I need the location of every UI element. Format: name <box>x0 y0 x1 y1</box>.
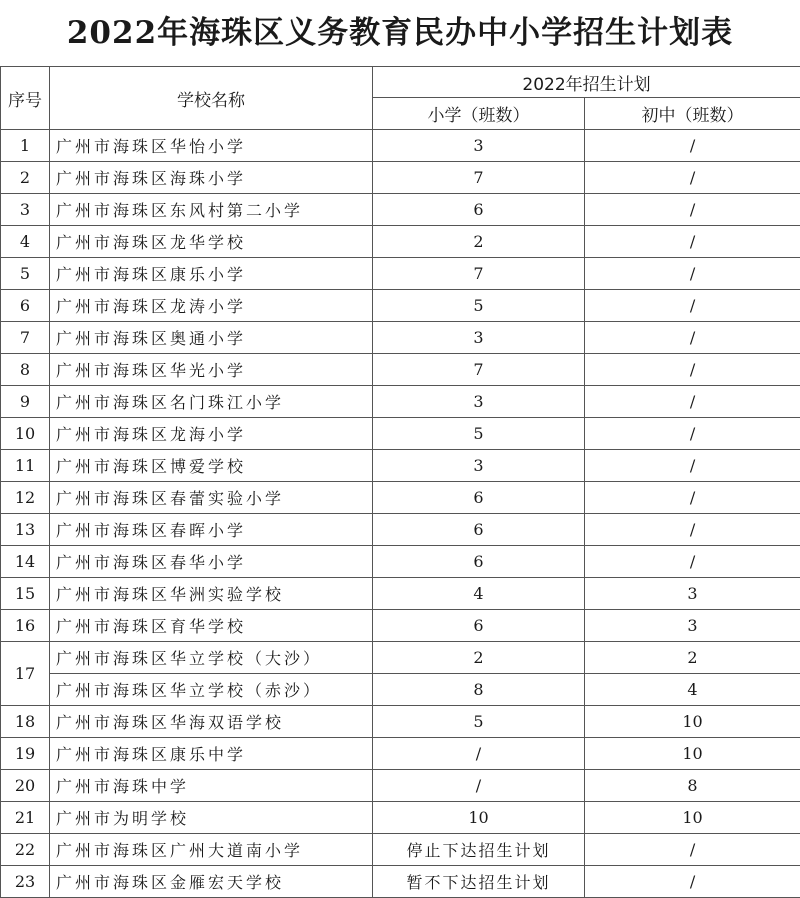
row-seq: 1 <box>1 130 50 162</box>
row-seq: 15 <box>1 578 50 610</box>
row-school-name: 广州市海珠区华洲实验学校 <box>50 578 373 610</box>
row-school-name: 广州市海珠区春晖小学 <box>50 514 373 546</box>
row-seq: 13 <box>1 514 50 546</box>
table-row <box>1 226 800 258</box>
row-primary-classes: 6 <box>373 514 585 546</box>
row-seq: 3 <box>1 194 50 226</box>
table-row <box>1 194 800 226</box>
table-body <box>1 130 800 898</box>
row-primary-classes: 8 <box>373 674 585 706</box>
row-primary-classes: 6 <box>373 546 585 578</box>
row-seq: 11 <box>1 450 50 482</box>
row-school-name: 广州市海珠区华怡小学 <box>50 130 373 162</box>
row-school-name: 广州市海珠区博爱学校 <box>50 450 373 482</box>
row-seq: 2 <box>1 162 50 194</box>
row-junior-classes: / <box>585 322 800 354</box>
row-school-name: 广州市海珠区奥通小学 <box>50 322 373 354</box>
table-row <box>1 642 800 674</box>
table-row <box>1 258 800 290</box>
row-school-name: 广州市海珠区华立学校（大沙） <box>50 642 373 674</box>
row-primary-classes: 3 <box>373 322 585 354</box>
table-row <box>1 130 800 162</box>
page-title: 2022年海珠区义务教育民办中小学招生计划表 <box>0 0 800 66</box>
row-junior-classes: / <box>585 194 800 226</box>
table-row <box>1 162 800 194</box>
table-row <box>1 834 800 866</box>
row-primary-classes: 6 <box>373 194 585 226</box>
table-row <box>1 386 800 418</box>
table-row <box>1 354 800 386</box>
row-primary-classes: 6 <box>373 610 585 642</box>
row-primary-classes: 2 <box>373 642 585 674</box>
row-junior-classes: / <box>585 546 800 578</box>
table-row <box>1 578 800 610</box>
header-junior: 初中（班数） <box>585 98 800 130</box>
row-school-name: 广州市海珠区康乐中学 <box>50 738 373 770</box>
row-school-name: 广州市海珠区龙华学校 <box>50 226 373 258</box>
row-seq: 19 <box>1 738 50 770</box>
row-primary-classes: 暂不下达招生计划 <box>373 866 585 898</box>
row-junior-classes: / <box>585 258 800 290</box>
table-row <box>1 674 800 706</box>
row-seq: 20 <box>1 770 50 802</box>
row-primary-classes: 3 <box>373 386 585 418</box>
row-school-name: 广州市海珠区春华小学 <box>50 546 373 578</box>
row-school-name: 广州市海珠区育华学校 <box>50 610 373 642</box>
table-row <box>1 290 800 322</box>
row-primary-classes: 7 <box>373 354 585 386</box>
row-primary-classes: 5 <box>373 290 585 322</box>
row-primary-classes: 7 <box>373 258 585 290</box>
row-school-name: 广州市海珠区康乐小学 <box>50 258 373 290</box>
row-junior-classes: / <box>585 130 800 162</box>
table-row <box>1 546 800 578</box>
row-junior-classes: 4 <box>585 674 800 706</box>
row-school-name: 广州市海珠区名门珠江小学 <box>50 386 373 418</box>
table-row <box>1 514 800 546</box>
row-junior-classes: 10 <box>585 738 800 770</box>
row-school-name: 广州市海珠区龙海小学 <box>50 418 373 450</box>
row-seq: 17 <box>1 642 50 706</box>
table-row <box>1 482 800 514</box>
row-seq: 7 <box>1 322 50 354</box>
table-row <box>1 770 800 802</box>
row-primary-classes: 5 <box>373 418 585 450</box>
row-seq: 5 <box>1 258 50 290</box>
table-row <box>1 802 800 834</box>
row-junior-classes: 3 <box>585 610 800 642</box>
row-junior-classes: / <box>585 386 800 418</box>
row-seq: 18 <box>1 706 50 738</box>
row-junior-classes: / <box>585 450 800 482</box>
row-primary-classes: / <box>373 738 585 770</box>
table-row <box>1 866 800 898</box>
header-seq: 序号 <box>1 67 50 130</box>
row-school-name: 广州市海珠区华海双语学校 <box>50 706 373 738</box>
row-junior-classes: / <box>585 866 800 898</box>
row-school-name: 广州市海珠区金雁宏天学校 <box>50 866 373 898</box>
header-school-name: 学校名称 <box>50 67 373 130</box>
row-school-name: 广州市海珠区华立学校（赤沙） <box>50 674 373 706</box>
row-junior-classes: / <box>585 354 800 386</box>
row-junior-classes: / <box>585 162 800 194</box>
enrollment-plan-table <box>0 66 800 898</box>
table-row <box>1 610 800 642</box>
table-row <box>1 450 800 482</box>
row-seq: 21 <box>1 802 50 834</box>
row-primary-classes: / <box>373 770 585 802</box>
table-row <box>1 322 800 354</box>
row-primary-classes: 4 <box>373 578 585 610</box>
row-seq: 16 <box>1 610 50 642</box>
row-school-name: 广州市海珠区广州大道南小学 <box>50 834 373 866</box>
row-school-name: 广州市为明学校 <box>50 802 373 834</box>
row-primary-classes: 停止下达招生计划 <box>373 834 585 866</box>
row-seq: 6 <box>1 290 50 322</box>
row-junior-classes: / <box>585 834 800 866</box>
row-junior-classes: / <box>585 514 800 546</box>
table-row <box>1 738 800 770</box>
row-junior-classes: / <box>585 482 800 514</box>
row-seq: 9 <box>1 386 50 418</box>
row-seq: 23 <box>1 866 50 898</box>
row-school-name: 广州市海珠区龙涛小学 <box>50 290 373 322</box>
row-school-name: 广州市海珠中学 <box>50 770 373 802</box>
row-primary-classes: 5 <box>373 706 585 738</box>
header-primary: 小学（班数） <box>373 98 585 130</box>
row-junior-classes: / <box>585 418 800 450</box>
row-seq: 4 <box>1 226 50 258</box>
row-junior-classes: / <box>585 290 800 322</box>
row-primary-classes: 3 <box>373 450 585 482</box>
row-junior-classes: 10 <box>585 706 800 738</box>
row-seq: 14 <box>1 546 50 578</box>
row-junior-classes: 2 <box>585 642 800 674</box>
row-seq: 10 <box>1 418 50 450</box>
row-school-name: 广州市海珠区东风村第二小学 <box>50 194 373 226</box>
table-row <box>1 418 800 450</box>
row-junior-classes: 8 <box>585 770 800 802</box>
row-seq: 22 <box>1 834 50 866</box>
row-primary-classes: 7 <box>373 162 585 194</box>
header-plan: 2022年招生计划 <box>373 67 800 98</box>
row-junior-classes: 3 <box>585 578 800 610</box>
row-school-name: 广州市海珠区华光小学 <box>50 354 373 386</box>
row-seq: 12 <box>1 482 50 514</box>
row-primary-classes: 6 <box>373 482 585 514</box>
row-school-name: 广州市海珠区海珠小学 <box>50 162 373 194</box>
row-primary-classes: 3 <box>373 130 585 162</box>
row-seq: 8 <box>1 354 50 386</box>
row-primary-classes: 10 <box>373 802 585 834</box>
row-school-name: 广州市海珠区春蕾实验小学 <box>50 482 373 514</box>
row-primary-classes: 2 <box>373 226 585 258</box>
table-row <box>1 706 800 738</box>
row-junior-classes: 10 <box>585 802 800 834</box>
row-junior-classes: / <box>585 226 800 258</box>
